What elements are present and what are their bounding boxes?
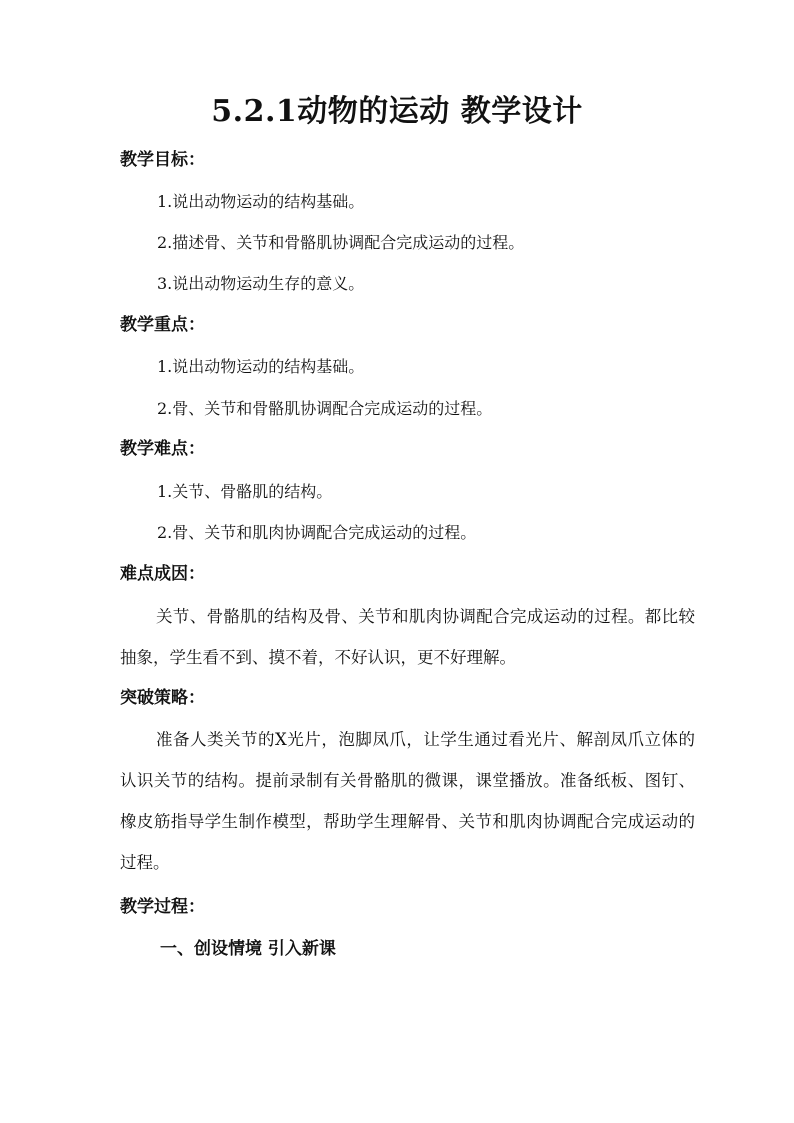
key-points-heading: 教学重点： bbox=[120, 315, 205, 335]
difficulty-causes-paragraph: 关节、骨骼肌的结构及骨、关节和肌肉协调配合完成运动的过程。都比较抽象，学生看不到、摸不着，不好认识，更不好理解。 bbox=[120, 607, 695, 667]
objectives-heading: 教学目标： bbox=[120, 150, 205, 170]
difficulty-item-1: 1.关节、骨骼肌的结构。 bbox=[157, 482, 333, 501]
objective-item-2: 2.描述骨、关节和骨骼肌协调配合完成运动的过程。 bbox=[157, 233, 525, 252]
difficulty-item-2: 2.骨、关节和肌肉协调配合完成运动的过程。 bbox=[157, 523, 477, 542]
objective-item-3: 3.说出动物运动生存的意义。 bbox=[157, 274, 365, 293]
difficulties-heading: 教学难点： bbox=[120, 439, 205, 459]
process-heading: 教学过程： bbox=[120, 897, 205, 917]
key-point-item-1: 1.说出动物运动的结构基础。 bbox=[157, 357, 365, 376]
strategies-heading: 突破策略： bbox=[120, 688, 205, 708]
difficulty-causes-heading: 难点成因： bbox=[120, 564, 205, 584]
objective-item-1: 1.说出动物运动的结构基础。 bbox=[157, 192, 365, 211]
document-title: 5.2.1动物的运动 教学设计 bbox=[211, 94, 583, 129]
strategies-paragraph: 准备人类关节的X光片，泡脚凤爪，让学生通过看光片、解剖凤爪立体的认识关节的结构。提前录制有关骨骼肌的微课，课堂播放。准备纸板、图钉、橡皮筋指导学生制作模型，帮助学生理解骨、关节和肌肉协调配合完成运动的过程。 bbox=[120, 730, 695, 872]
key-point-item-2: 2.骨、关节和骨骼肌协调配合完成运动的过程。 bbox=[157, 399, 493, 418]
process-section-1-heading: 一、创设情境 引入新课 bbox=[160, 939, 336, 959]
